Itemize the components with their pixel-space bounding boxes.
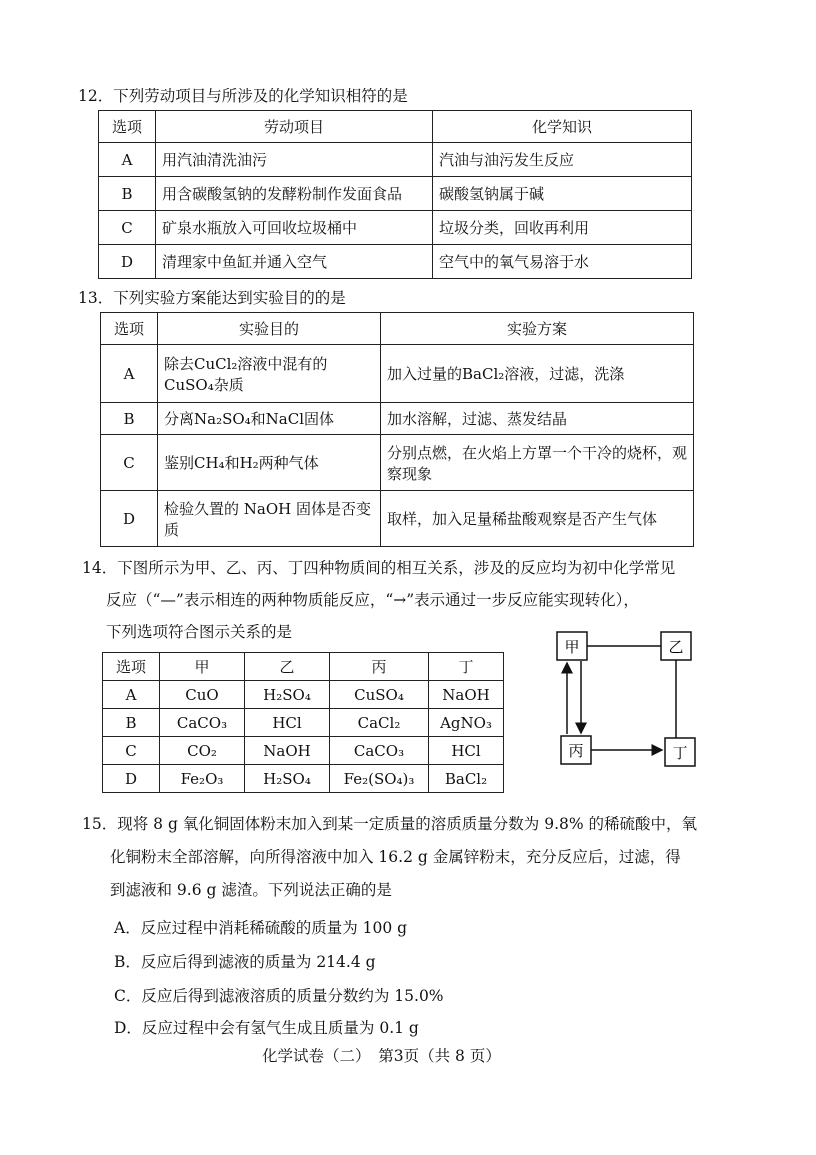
table-cell: B: [99, 177, 156, 211]
table-cell: NaOH: [429, 681, 504, 709]
q14-header-option: 选项: [103, 653, 160, 681]
node-ding-label: 丁: [672, 744, 688, 762]
table-cell: BaCl₂: [429, 765, 504, 793]
table-cell: CuSO₄: [330, 681, 429, 709]
table-cell: 取样，加入足量稀盐酸观察是否产生气体: [381, 491, 694, 547]
q15-option-b: B．反应后得到滤液的质量为 214.4 g: [114, 953, 376, 971]
table-cell: 矿泉水瓶放入可回收垃圾桶中: [156, 211, 433, 245]
q15-option-a: A．反应过程中消耗稀硫酸的质量为 100 g: [114, 919, 408, 937]
q15-option-c: C．反应后得到滤液溶质的质量分数约为 15.0%: [114, 987, 444, 1005]
node-jia-label: 甲: [564, 638, 580, 656]
table-cell: C: [99, 211, 156, 245]
table-cell: 垃圾分类，回收再利用: [433, 211, 692, 245]
table-cell: A: [101, 345, 158, 403]
table-cell: Fe₂(SO₄)₃: [330, 765, 429, 793]
table-cell: 加入过量的BaCl₂溶液，过滤，洗涤: [381, 345, 694, 403]
table-cell: CaCO₃: [160, 709, 245, 737]
q12-table: [98, 110, 692, 279]
table-cell: C: [101, 435, 158, 491]
q13-header-plan: 实验方案: [381, 313, 694, 345]
q14-line-2: 反应（“—”表示相连的两种物质能反应，“→”表示通过一步反应能实现转化），: [106, 591, 639, 609]
q14-header-yi: 乙: [245, 653, 330, 681]
table-cell: B: [103, 709, 160, 737]
q15-line-2: 化铜粉末全部溶解，向所得溶液中加入 16.2 g 金属锌粉末，充分反应后，过滤，得: [110, 848, 681, 866]
table-cell: B: [101, 403, 158, 435]
page-footer: 化学试卷（二） 第3页（共 8 页）: [262, 1047, 501, 1065]
table-cell: H₂SO₄: [245, 765, 330, 793]
table-cell: Fe₂O₃: [160, 765, 245, 793]
table-cell: 检验久置的 NaOH 固体是否变质: [158, 491, 381, 547]
table-cell: 加水溶解，过滤、蒸发结晶: [381, 403, 694, 435]
table-cell: CaCl₂: [330, 709, 429, 737]
table-cell: D: [99, 245, 156, 279]
q12-header-option: 选项: [99, 111, 156, 143]
table-cell: 汽油与油污发生反应: [433, 143, 692, 177]
table-cell: CaCO₃: [330, 737, 429, 765]
table-cell: 分别点燃，在火焰上方罩一个干冷的烧杯，观察现象: [381, 435, 694, 491]
table-cell: 鉴别CH₄和H₂两种气体: [158, 435, 381, 491]
table-cell: A: [103, 681, 160, 709]
q12-header-activity: 劳动项目: [156, 111, 433, 143]
q14-header-jia: 甲: [160, 653, 245, 681]
q13-title: 13．下列实验方案能达到实验目的的是: [78, 289, 346, 307]
q12-header-knowledge: 化学知识: [433, 111, 692, 143]
table-cell: AgNO₃: [429, 709, 504, 737]
table-cell: CO₂: [160, 737, 245, 765]
table-cell: CuO: [160, 681, 245, 709]
table-cell: 清理家中鱼缸并通入空气: [156, 245, 433, 279]
q14-header-bing: 丙: [330, 653, 429, 681]
table-cell: 用汽油清洗油污: [156, 143, 433, 177]
table-cell: 用含碳酸氢钠的发酵粉制作发面食品: [156, 177, 433, 211]
q14-line-1: 14．下图所示为甲、乙、丙、丁四种物质间的相互关系，涉及的反应均为初中化学常见: [82, 559, 676, 577]
node-bing-label: 丙: [568, 742, 584, 760]
table-cell: HCl: [245, 709, 330, 737]
table-cell: D: [101, 491, 158, 547]
table-cell: C: [103, 737, 160, 765]
table-cell: 碳酸氢钠属于碱: [433, 177, 692, 211]
q15-line-1: 15．现将 8 g 氧化铜固体粉末加入到某一定质量的溶质质量分数为 9.8% 的稀硫酸中，氧: [82, 815, 698, 833]
table-cell: 分离Na₂SO₄和NaCl固体: [158, 403, 381, 435]
q15-line-3: 到滤液和 9.6 g 滤渣。下列说法正确的是: [110, 881, 392, 899]
table-cell: 除去CuCl₂溶液中混有的CuSO₄杂质: [158, 345, 381, 403]
table-cell: H₂SO₄: [245, 681, 330, 709]
node-yi-label: 乙: [668, 638, 684, 656]
q13-header-option: 选项: [101, 313, 158, 345]
q15-option-d: D．反应过程中会有氢气生成且质量为 0.1 g: [114, 1019, 419, 1037]
q14-line-3: 下列选项符合图示关系的是: [106, 623, 293, 641]
relationship-diagram: [545, 626, 705, 776]
table-cell: NaOH: [245, 737, 330, 765]
q13-header-goal: 实验目的: [158, 313, 381, 345]
table-cell: 空气中的氧气易溶于水: [433, 245, 692, 279]
table-cell: HCl: [429, 737, 504, 765]
q13-table: [100, 312, 694, 547]
table-cell: D: [103, 765, 160, 793]
q14-header-ding: 丁: [429, 653, 504, 681]
table-cell: A: [99, 143, 156, 177]
q14-table: [102, 652, 504, 793]
q12-title: 12．下列劳动项目与所涉及的化学知识相符的是: [78, 87, 408, 105]
